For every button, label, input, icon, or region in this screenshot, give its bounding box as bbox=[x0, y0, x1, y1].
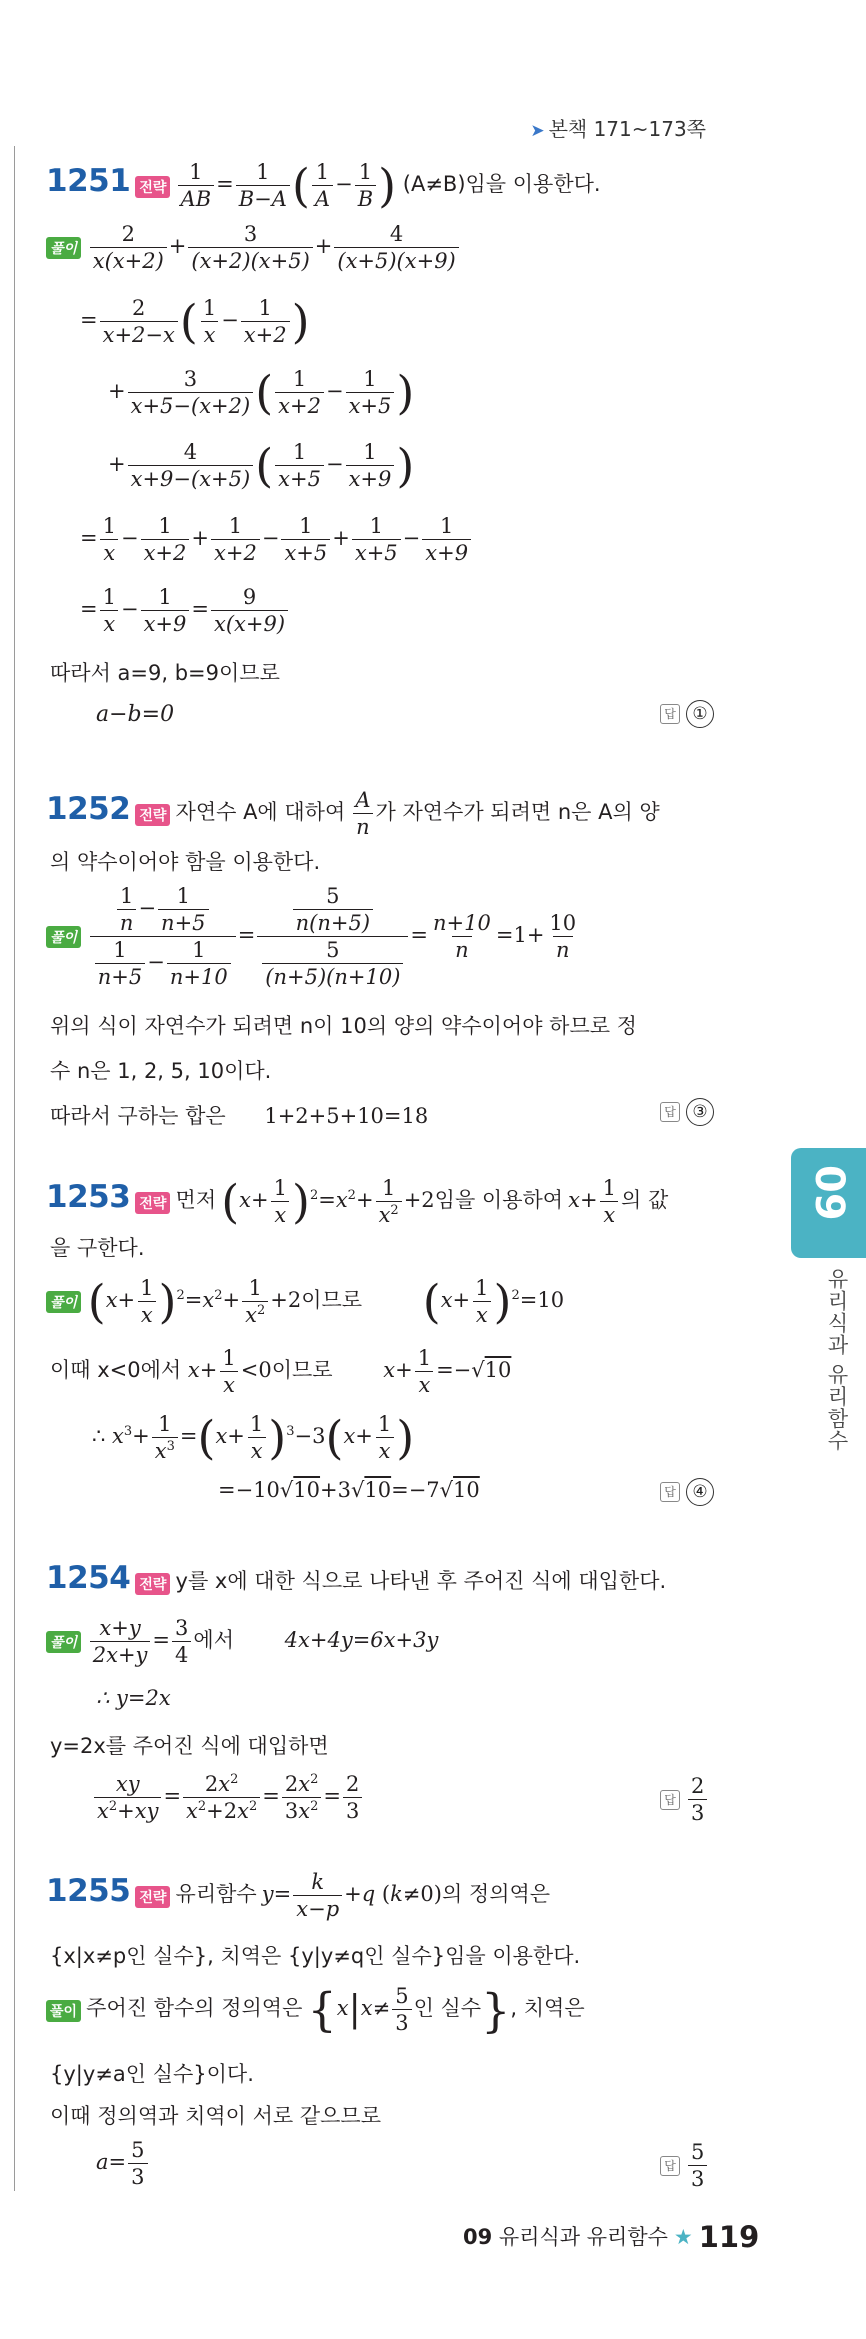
strategy-tag: 전략 bbox=[135, 804, 170, 826]
solution-1254-line1: 풀이 $\frac{x+y}{2x+y}$ = $\frac{3}{4}$ 에서 4x+4y=6x+3y bbox=[46, 1616, 438, 1667]
problem-number: 1253 bbox=[46, 1179, 131, 1215]
answer-icon: 답 bbox=[660, 1790, 680, 1810]
problem-1253-strategy-cont: 을 구한다. bbox=[50, 1236, 145, 1260]
star-icon: ★ bbox=[673, 2225, 693, 2249]
answer-icon: 답 bbox=[660, 1482, 680, 1502]
solution-tag: 풀이 bbox=[46, 1631, 81, 1653]
solution-1255-line3: 이때 정의역과 치역이 서로 같으므로 bbox=[50, 2104, 381, 2128]
problem-1255-strategy: 1255 전략 유리함수 y= $\frac{k}{x-p}$ +q (k≠0)의 정의역은 bbox=[46, 1870, 551, 1921]
problem-number: 1252 bbox=[46, 791, 131, 827]
solution-1251-line5: = $\frac{1}{x}$ − $\frac{1}{x+2}$ + $\frac{1}{x+2}$ − $\frac{1}{x+5}$ + $\frac{1}{x+5}$ − $\frac{1}{x+9}$ bbox=[80, 514, 473, 565]
solution-1251-line4: + $\frac{4}{x+9-(x+5)}$ ( $\frac{1}{x+5}$ − $\frac{1}{x+9}$ ) bbox=[108, 438, 415, 493]
solution-1251-line2: = $\frac{2}{x+2-x}$ ( $\frac{1}{x}$ − $\frac{1}{x+2}$ ) bbox=[80, 294, 310, 349]
arrow-icon: ➤ bbox=[530, 121, 545, 141]
problem-number: 1251 bbox=[46, 163, 131, 199]
problem-1252-strategy: 1252 전략 자연수 A에 대하여 $\frac{A}{n}$ 가 자연수가 되려면 n은 A의 양 bbox=[46, 788, 660, 839]
solution-tag: 풀이 bbox=[46, 2000, 81, 2022]
answer-1253: 답 ④ bbox=[660, 1478, 714, 1506]
problem-1255-strategy-cont: {x|x≠p인 실수}, 치역은 {y|y≠q인 실수}임을 이용한다. bbox=[50, 1944, 581, 1968]
answer-1255: 답 $\frac{5}{3}$ bbox=[660, 2140, 709, 2191]
solution-1251-line1: 풀이 $\frac{2}{x(x+2)}$ + $\frac{3}{(x+2)(x+5)}$ + $\frac{4}{(x+5)(x+9)}$ bbox=[46, 222, 461, 273]
answer-icon: 답 bbox=[660, 2156, 680, 2176]
margin-line bbox=[14, 146, 15, 2191]
strategy-tag: 전략 bbox=[135, 1192, 170, 1214]
solution-1252-line1: 위의 식이 자연수가 되려면 n이 10의 양의 약수이어야 하므로 정 bbox=[50, 1014, 637, 1038]
answer-icon: 답 bbox=[660, 1102, 680, 1122]
solution-1252-line3: 따라서 구하는 합은 1+2+5+10=18 bbox=[50, 1104, 429, 1128]
solution-1251-line6: = $\frac{1}{x}$ − $\frac{1}{x+9}$ = $\frac{9}{x(x+9)}$ bbox=[80, 585, 290, 636]
chapter-side-title: 유리식과 유리함수 bbox=[825, 1268, 849, 1452]
solution-1254-therefore: ∴ y=2x bbox=[96, 1686, 171, 1710]
page-number: 119 bbox=[698, 2220, 760, 2254]
solution-1253-line3: ∴ $x^3+$ $\frac{1}{x^3}$ =(x+ $\frac{1}{x}$ )$^3$−3(x+ $\frac{1}{x}$ ) bbox=[92, 1410, 415, 1465]
problem-number: 1254 bbox=[46, 1560, 131, 1596]
answer-1254: 답 $\frac{2}{3}$ bbox=[660, 1774, 709, 1825]
solution-1255-line2: {y|y≠a인 실수}이다. bbox=[50, 2062, 254, 2086]
strategy-tag: 전략 bbox=[135, 176, 170, 198]
solution-1252-eq: 풀이 $\frac{1}{n}$ − $\frac{1}{n+5}$ $\frac{1}{n+5}$ − $\frac{1}{n+10}$ = $\frac{\frac{5}{n(n+5)}}{\frac{5}{(n+5)(n+10)}}$ = $\frac{n+10}{n}$ =1+ $\frac{10}{n}$ bbox=[46, 884, 581, 989]
solution-tag: 풀이 bbox=[46, 237, 81, 259]
strategy-tag: 전략 bbox=[135, 1886, 170, 1908]
answer-icon: 답 bbox=[660, 704, 680, 724]
strategy-tag: 전략 bbox=[135, 1573, 170, 1595]
solution-tag: 풀이 bbox=[46, 926, 81, 948]
solution-1254-subst: y=2x를 주어진 식에 대입하면 bbox=[50, 1734, 329, 1758]
solution-1254-line3: $\frac{xy}{x^2+xy}$ = $\frac{2x^2}{x^2+2x^2}$ = $\frac{2x^2}{3x^2}$ = $\frac{2}{3}$ bbox=[92, 1772, 364, 1823]
solution-1251-line3: + $\frac{3}{x+5-(x+2)}$ ( $\frac{1}{x+2}$ − $\frac{1}{x+5}$ ) bbox=[108, 365, 415, 420]
page-reference: ➤ 본책 171~173쪽 bbox=[530, 117, 706, 141]
chapter-tab: 09 bbox=[791, 1148, 866, 1258]
solution-1251-conclusion: 따라서 a=9, b=9이므로 bbox=[50, 661, 280, 685]
solution-1251-final: a−b=0 bbox=[96, 702, 175, 727]
solution-1253-line2: 이때 x<0에서 x+ $\frac{1}{x}$ <0이므로 x+ $\frac{1}{x}$ =−√10 bbox=[50, 1346, 512, 1397]
solution-1255-line1: 풀이 주어진 함수의 정의역은 {x|x≠ $\frac{5}{3}$ 인 실수}, 치역은 bbox=[46, 1984, 585, 2035]
problem-1251-strategy: 1251 전략 $\frac{1}{AB}$ = $\frac{1}{B-A}$ ( $\frac{1}{A}$ − $\frac{1}{B}$ ) (A≠B)임을 이용한다. bbox=[46, 158, 601, 213]
answer-1251: 답 ① bbox=[660, 700, 714, 728]
answer-1252: 답 ③ bbox=[660, 1098, 714, 1126]
problem-1252-strategy-cont: 의 약수이어야 함을 이용한다. bbox=[50, 850, 321, 874]
solution-1252-line2: 수 n은 1, 2, 5, 10이다. bbox=[50, 1059, 272, 1083]
page-footer: 09 유리식과 유리함수 ★ 119 bbox=[463, 2220, 760, 2254]
problem-1253-strategy: 1253 전략 먼저 (x+ $\frac{1}{x}$ )$^2=x^2+$ $\frac{1}{x^2}$ +2임을 이용하여 x+ $\frac{1}{x}$ 의 값 bbox=[46, 1174, 669, 1229]
problem-1254-strategy: 1254 전략 y를 x에 대한 식으로 나타낸 후 주어진 식에 대입한다. bbox=[46, 1560, 667, 1596]
problem-number: 1255 bbox=[46, 1873, 131, 1909]
solution-1253-line1: 풀이 (x+ $\frac{1}{x}$ )$^2=x^2+$ $\frac{1}{x^2}$ +2이므로 (x+ $\frac{1}{x}$ )$^2$=10 bbox=[46, 1276, 564, 1327]
solution-1253-line4: =−10√10+3√10=−7√10 bbox=[218, 1478, 480, 1502]
solution-1255-final: a= $\frac{5}{3}$ bbox=[96, 2138, 150, 2189]
solution-tag: 풀이 bbox=[46, 1291, 81, 1313]
